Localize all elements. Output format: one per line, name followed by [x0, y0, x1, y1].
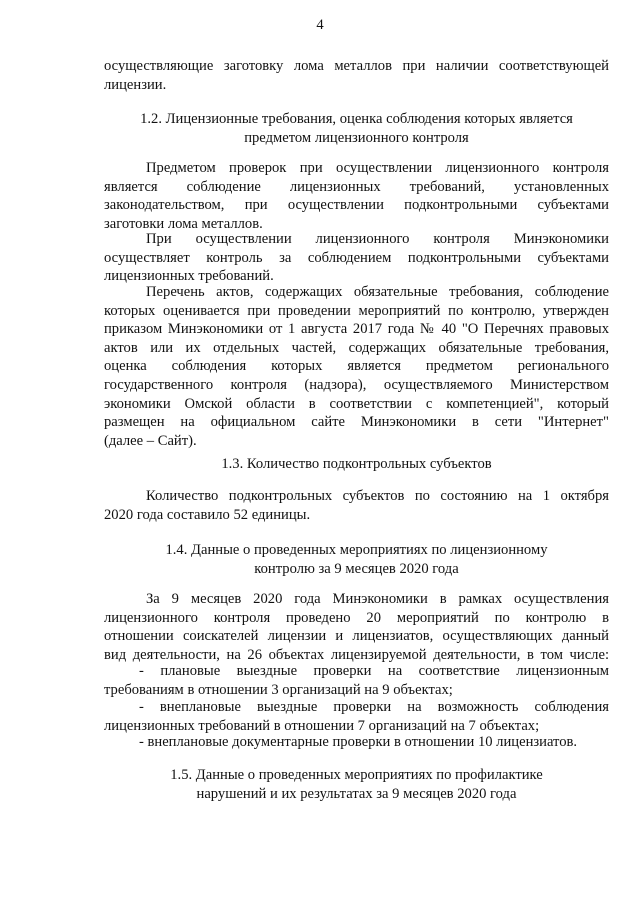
text-line: При осуществлении лицензионного контроля Минэкономики	[146, 231, 609, 247]
heading-line: предметом лицензионного контроля	[244, 129, 469, 146]
list-item-planned	[104, 662, 609, 699]
heading-line: 1.3. Количество подконтрольных субъектов	[221, 456, 492, 472]
text-line: лицензии.	[104, 76, 167, 93]
page-number: 4	[316, 17, 324, 33]
list-item-documentary	[104, 733, 609, 752]
text-line: - внеплановые документарные проверки в отношении 10 лицензиатов.	[139, 734, 578, 750]
text-line: которых оценивается при проведении мероприятий по контролю, утвержден	[104, 302, 609, 319]
text-line: лицензионных требований в отношении 7 организаций на 7 объектах;	[104, 717, 540, 734]
text-line: приказом Минэкономики от 1 августа 2017 года № 40 "О Перечнях правовых	[104, 321, 609, 338]
text-line: законодательством, при осуществлении подконтрольными субъектами	[104, 197, 609, 214]
heading-line: нарушений и их результатах за 9 месяцев 2020 года	[196, 785, 517, 802]
heading-line: 1.4. Данные о проведенных мероприятиях по лицензионному	[165, 542, 548, 558]
paragraph-1-3	[104, 487, 609, 524]
text-line: заготовки лома металлов.	[104, 215, 263, 232]
list-item-unscheduled-onsite	[104, 698, 609, 735]
heading-line: 1.5. Данные о проведенных мероприятиях по профилактике	[170, 767, 543, 783]
section-heading-1-5	[104, 766, 609, 803]
text-line: отношении соискателей лицензии и лицензиатов, осуществляющих данный	[104, 628, 609, 645]
text-line: (далее – Сайт).	[104, 432, 197, 449]
text-line: Перечень актов, содержащих обязательные требования, соблюдение	[146, 284, 609, 300]
paragraph-1-2-acts	[104, 283, 609, 450]
paragraph-1-4	[104, 590, 609, 664]
text-line: является соблюдение лицензионных требований, установленных	[104, 178, 609, 195]
paragraph-1-2-control	[104, 230, 609, 286]
text-line: - внеплановые выездные проверки на возможность соблюдения	[139, 699, 609, 715]
text-line: Количество подконтрольных субъектов по состоянию на 1 октября	[146, 488, 609, 504]
text-line: оценка соблюдения которых является предметом регионального	[104, 358, 609, 375]
text-line: размещен на официальном сайте Минэкономики в сети "Интернет"	[104, 414, 609, 431]
section-heading-1-4	[104, 541, 609, 578]
text-line: Предметом проверок при осуществлении лицензионного контроля	[146, 160, 609, 176]
text-line: лицензионных требований.	[104, 268, 274, 285]
text-line: требованиям в отношении 3 организаций на 9 объектах;	[104, 681, 453, 698]
text-line: государственного контроля (надзора), осуществляемого Министерством	[104, 376, 609, 393]
text-line: За 9 месяцев 2020 года Минэкономики в рамках осуществления	[146, 591, 609, 607]
text-line: актов или их отдельных частей, содержащих обязательные требования,	[104, 339, 609, 356]
text-line: экономики Омской области в соответствии с компетенцией", который	[104, 395, 609, 412]
text-line: осуществляет контроль за соблюдением подконтрольными субъектами	[104, 249, 609, 266]
section-heading-1-2	[104, 110, 609, 147]
text-line: - плановые выездные проверки на соответствие лицензионным	[139, 663, 609, 679]
text-line: лицензионного контроля проведено 20 мероприятий по контролю в	[104, 609, 609, 626]
text-line: 2020 года составило 52 единицы.	[104, 506, 311, 523]
paragraph-1-2-subject	[104, 159, 609, 233]
intro-paragraph	[104, 57, 609, 94]
heading-line: 1.2. Лицензионные требования, оценка соблюдения которых является	[140, 111, 573, 127]
text-line: осуществляющие заготовку лома металлов при наличии соответствующей	[104, 58, 609, 74]
heading-line: контролю за 9 месяцев 2020 года	[254, 560, 459, 577]
section-heading-1-3	[104, 455, 609, 474]
text-line: вид деятельности, на 26 объектах лицензируемой деятельности, в том числе:	[104, 646, 609, 663]
